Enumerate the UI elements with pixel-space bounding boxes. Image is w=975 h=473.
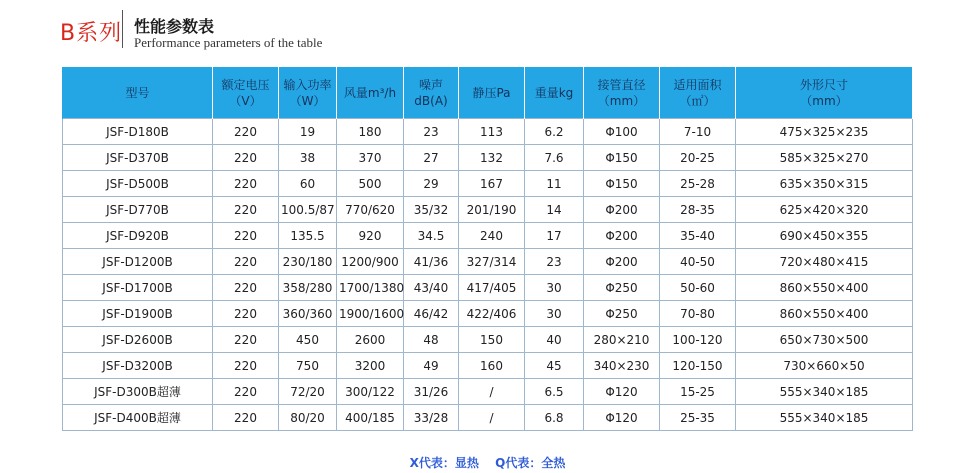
cell-voltage: 220 [213, 197, 279, 223]
cell-model: JSF-D2600B [63, 327, 213, 353]
cell-area: 7-10 [660, 119, 736, 145]
cell-size: 475×325×235 [736, 119, 913, 145]
cell-noise: 29 [404, 171, 459, 197]
cell-pipe: Φ200 [584, 249, 660, 275]
cell-weight: 6.2 [525, 119, 584, 145]
cell-pressure: 160 [459, 353, 525, 379]
cell-power: 358/280 [279, 275, 337, 301]
cell-weight: 45 [525, 353, 584, 379]
col-header-model: 型号 [63, 67, 213, 119]
cell-pipe: Φ200 [584, 223, 660, 249]
cell-airflow: 300/122 [337, 379, 404, 405]
cell-model: JSF-D1900B [63, 301, 213, 327]
cell-voltage: 220 [213, 145, 279, 171]
cell-power: 360/360 [279, 301, 337, 327]
cell-pipe: 340×230 [584, 353, 660, 379]
col-header-pressure: 静压Pa [459, 67, 525, 119]
header-divider [122, 10, 123, 48]
cell-voltage: 220 [213, 405, 279, 431]
cell-size: 585×325×270 [736, 145, 913, 171]
cell-power: 135.5 [279, 223, 337, 249]
cell-weight: 17 [525, 223, 584, 249]
cell-voltage: 220 [213, 223, 279, 249]
col-header-power: 输入功率 （W） [279, 67, 337, 119]
cell-pressure: 422/406 [459, 301, 525, 327]
table-row [63, 353, 913, 379]
table-row [63, 379, 913, 405]
cell-size: 690×450×355 [736, 223, 913, 249]
table-row [63, 327, 913, 353]
cell-noise: 49 [404, 353, 459, 379]
cell-weight: 30 [525, 301, 584, 327]
cell-size: 860×550×400 [736, 275, 913, 301]
cell-voltage: 220 [213, 119, 279, 145]
col-header-weight: 重量kg [525, 67, 584, 119]
cell-size: 555×340×185 [736, 379, 913, 405]
cell-size: 860×550×400 [736, 301, 913, 327]
cell-model: JSF-D1700B [63, 275, 213, 301]
cell-voltage: 220 [213, 379, 279, 405]
table-row [63, 197, 913, 223]
cell-noise: 33/28 [404, 405, 459, 431]
table-row [63, 275, 913, 301]
cell-weight: 23 [525, 249, 584, 275]
cell-noise: 41/36 [404, 249, 459, 275]
cell-model: JSF-D400B超薄 [63, 405, 213, 431]
cell-airflow: 770/620 [337, 197, 404, 223]
cell-airflow: 370 [337, 145, 404, 171]
col-header-airflow: 风量m³/h [337, 67, 404, 119]
cell-model: JSF-D770B [63, 197, 213, 223]
cell-model: JSF-D3200B [63, 353, 213, 379]
cell-noise: 46/42 [404, 301, 459, 327]
cell-power: 450 [279, 327, 337, 353]
cell-airflow: 3200 [337, 353, 404, 379]
col-header-area: 适用面积 （㎡） [660, 67, 736, 119]
cell-noise: 48 [404, 327, 459, 353]
cell-airflow: 500 [337, 171, 404, 197]
cell-pressure: 327/314 [459, 249, 525, 275]
cell-noise: 35/32 [404, 197, 459, 223]
cell-pressure: 167 [459, 171, 525, 197]
table-row [63, 171, 913, 197]
cell-power: 38 [279, 145, 337, 171]
cell-weight: 30 [525, 275, 584, 301]
cell-pipe: Φ150 [584, 145, 660, 171]
cell-pipe: Φ100 [584, 119, 660, 145]
cell-noise: 43/40 [404, 275, 459, 301]
col-header-voltage: 额定电压 （V） [213, 67, 279, 119]
cell-voltage: 220 [213, 249, 279, 275]
cell-noise: 31/26 [404, 379, 459, 405]
cell-pressure: 150 [459, 327, 525, 353]
cell-weight: 14 [525, 197, 584, 223]
cell-pipe: Φ120 [584, 379, 660, 405]
cell-noise: 34.5 [404, 223, 459, 249]
cell-airflow: 400/185 [337, 405, 404, 431]
cell-area: 50-60 [660, 275, 736, 301]
cell-weight: 6.5 [525, 379, 584, 405]
cell-area: 25-35 [660, 405, 736, 431]
cell-airflow: 1700/1380 [337, 275, 404, 301]
cell-weight: 11 [525, 171, 584, 197]
table-row [63, 301, 913, 327]
cell-airflow: 2600 [337, 327, 404, 353]
cell-voltage: 220 [213, 171, 279, 197]
cell-pipe: Φ200 [584, 197, 660, 223]
cell-power: 100.5/87 [279, 197, 337, 223]
cell-power: 750 [279, 353, 337, 379]
footnote-x: X代表：显热 [409, 456, 479, 470]
cell-pipe: Φ120 [584, 405, 660, 431]
cell-pipe: Φ250 [584, 301, 660, 327]
cell-model: JSF-D1200B [63, 249, 213, 275]
cell-pressure: 201/190 [459, 197, 525, 223]
col-header-noise: 噪声 dB(A) [404, 67, 459, 119]
cell-size: 625×420×320 [736, 197, 913, 223]
cell-model: JSF-D180B [63, 119, 213, 145]
cell-weight: 40 [525, 327, 584, 353]
cell-weight: 6.8 [525, 405, 584, 431]
cell-area: 100-120 [660, 327, 736, 353]
page-title: 性能参数表 [134, 17, 215, 36]
cell-noise: 23 [404, 119, 459, 145]
cell-voltage: 220 [213, 327, 279, 353]
cell-power: 19 [279, 119, 337, 145]
cell-power: 80/20 [279, 405, 337, 431]
table-row [63, 223, 913, 249]
page-subtitle: Performance parameters of the table [134, 35, 323, 50]
footnote [0, 454, 975, 471]
col-header-size: 外形尺寸 （mm） [736, 67, 913, 119]
col-header-pipe: 接管直径 （mm） [584, 67, 660, 119]
cell-pipe: Φ250 [584, 275, 660, 301]
cell-model: JSF-D370B [63, 145, 213, 171]
cell-size: 555×340×185 [736, 405, 913, 431]
cell-area: 40-50 [660, 249, 736, 275]
footnote-q: Q代表：全热 [495, 456, 566, 470]
cell-power: 72/20 [279, 379, 337, 405]
cell-size: 720×480×415 [736, 249, 913, 275]
table-row [63, 145, 913, 171]
table-body [63, 119, 913, 431]
cell-airflow: 920 [337, 223, 404, 249]
cell-area: 20-25 [660, 145, 736, 171]
cell-pressure: 113 [459, 119, 525, 145]
table-row [63, 405, 913, 431]
cell-pressure: 240 [459, 223, 525, 249]
cell-voltage: 220 [213, 353, 279, 379]
cell-voltage: 220 [213, 275, 279, 301]
page-header [60, 10, 660, 54]
cell-airflow: 180 [337, 119, 404, 145]
cell-airflow: 1200/900 [337, 249, 404, 275]
cell-pressure: / [459, 405, 525, 431]
cell-airflow: 1900/1600 [337, 301, 404, 327]
cell-size: 650×730×500 [736, 327, 913, 353]
cell-area: 120-150 [660, 353, 736, 379]
cell-power: 60 [279, 171, 337, 197]
cell-pressure: 417/405 [459, 275, 525, 301]
cell-size: 635×350×315 [736, 171, 913, 197]
performance-table [62, 67, 913, 431]
cell-area: 15-25 [660, 379, 736, 405]
cell-pressure: / [459, 379, 525, 405]
cell-area: 28-35 [660, 197, 736, 223]
cell-model: JSF-D920B [63, 223, 213, 249]
cell-pipe: 280×210 [584, 327, 660, 353]
table-row [63, 119, 913, 145]
cell-pipe: Φ150 [584, 171, 660, 197]
series-label: B系列 [60, 21, 123, 46]
cell-pressure: 132 [459, 145, 525, 171]
cell-weight: 7.6 [525, 145, 584, 171]
cell-size: 730×660×50 [736, 353, 913, 379]
cell-area: 25-28 [660, 171, 736, 197]
cell-area: 70-80 [660, 301, 736, 327]
cell-area: 35-40 [660, 223, 736, 249]
table-row [63, 249, 913, 275]
table-header-row [63, 67, 913, 119]
cell-voltage: 220 [213, 301, 279, 327]
cell-power: 230/180 [279, 249, 337, 275]
cell-model: JSF-D300B超薄 [63, 379, 213, 405]
cell-noise: 27 [404, 145, 459, 171]
cell-model: JSF-D500B [63, 171, 213, 197]
